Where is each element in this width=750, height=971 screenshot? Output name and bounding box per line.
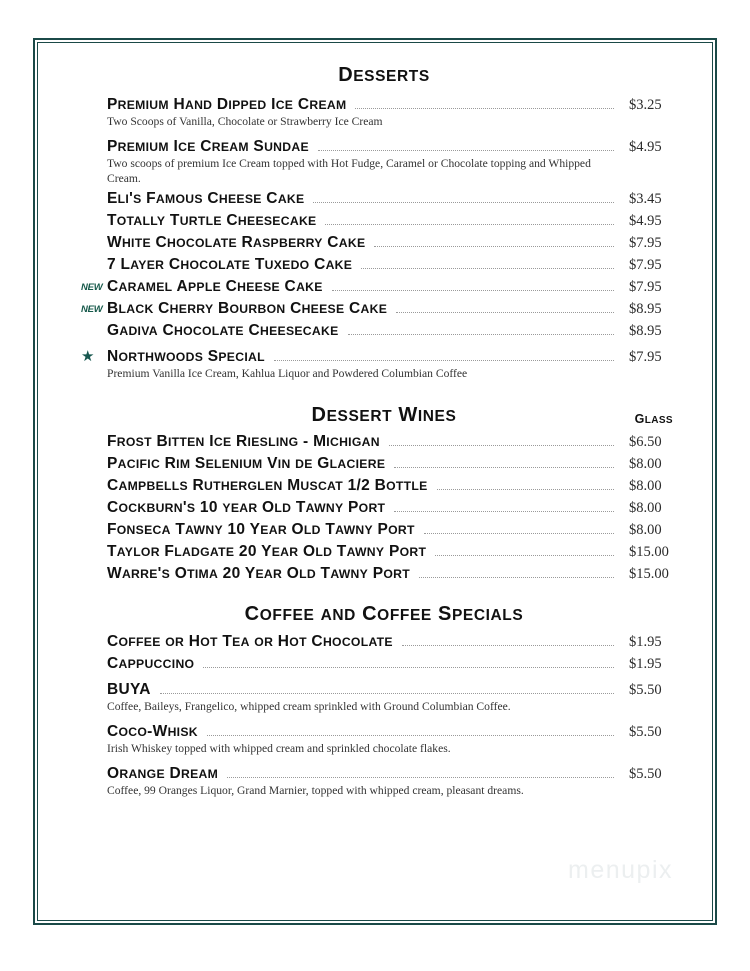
- menu-item-price: $1.95: [629, 634, 662, 651]
- menu-item[interactable]: [81, 565, 687, 583]
- section-title-text: DESSERTS: [338, 64, 430, 86]
- menu-item-price: $5.50: [629, 682, 662, 699]
- menu-item-price: $8.95: [629, 301, 662, 318]
- menu-item[interactable]: [81, 322, 687, 340]
- menu-item-name: CAMPBELLS RUTHERGLEN MUSCAT 1/2 BOTTLE: [107, 477, 428, 495]
- menu-item-name: GADIVA CHOCOLATE CHEESECAKE: [107, 322, 339, 340]
- menu-item[interactable]: [81, 234, 687, 252]
- menu-item-price: $7.95: [629, 235, 662, 252]
- menu-item-name: WHITE CHOCOLATE RASPBERRY CAKE: [107, 234, 366, 252]
- menu-item-name: FROST BITTEN ICE RIESLING - MICHIGAN: [107, 433, 380, 451]
- menu-item-description: Irish Whiskey topped with whipped cream and sprinkled chocolate flakes.: [107, 742, 451, 756]
- menu-content: [35, 40, 715, 923]
- dot-leader: [374, 245, 614, 247]
- menu-item[interactable]: [81, 655, 687, 673]
- menu-item-price: $3.25: [629, 97, 662, 113]
- menu-item-description: Two Scoops of Vanilla, Chocolate or Strawberry Ice Cream: [107, 115, 383, 128]
- menu-item-price: $7.95: [629, 349, 662, 366]
- dot-leader: [203, 666, 614, 668]
- menu-section-dessert-wines: [81, 404, 687, 583]
- menu-item-name: 7 LAYER CHOCOLATE TUXEDO CAKE: [107, 256, 353, 274]
- menu-item-name: TOTALLY TURTLE CHEESECAKE: [107, 212, 317, 230]
- menu-item[interactable]: [81, 300, 687, 318]
- menu-item[interactable]: [81, 681, 687, 699]
- menu-item-price: $1.95: [629, 656, 662, 673]
- menu-item-name: PREMIUM ICE CREAM SUNDAE: [107, 137, 309, 155]
- dot-leader: [318, 149, 614, 151]
- menu-item[interactable]: [81, 633, 687, 651]
- menu-item-name: NORTHWOODS SPECIAL: [107, 348, 265, 366]
- new-badge-icon: [81, 278, 107, 294]
- menu-item-description: Coffee, Baileys, Frangelico, whipped cream sprinkled with Ground Columbian Coffee.: [107, 700, 511, 714]
- menu-item[interactable]: [81, 96, 687, 114]
- menu-item-name: CARAMEL APPLE CHEESE CAKE: [107, 278, 323, 296]
- menu-item-name: ELI'S FAMOUS CHEESE CAKE: [107, 190, 305, 208]
- menu-item-description: Two scoops of premium Ice Cream topped with Hot Fudge, Caramel or Chocolate topping and Whipped Cream.: [107, 156, 591, 185]
- menu-item-price: $8.95: [629, 323, 662, 340]
- menu-item-price: $8.00: [629, 500, 662, 517]
- menu-item-name: BUYA: [107, 681, 151, 699]
- menu-item-price: $6.50: [629, 434, 662, 451]
- menu-item[interactable]: [81, 723, 687, 741]
- price-column-label: GLASS: [634, 412, 673, 427]
- menu-item[interactable]: [81, 455, 687, 473]
- menu-item-name: FONSECA TAWNY 10 YEAR OLD TAWNY PORT: [107, 521, 415, 539]
- menu-item-name: BLACK CHERRY BOURBON CHEESE CAKE: [107, 300, 388, 318]
- menu-item[interactable]: [81, 543, 687, 561]
- menu-item-name: COCKBURN'S 10 YEAR OLD TAWNY PORT: [107, 499, 386, 517]
- section-title-text: COFFEE AND COFFEE SPECIALS: [244, 603, 524, 626]
- menu-item-list: [81, 433, 687, 583]
- dot-leader: [325, 223, 614, 225]
- new-badge-label: NEW: [81, 282, 103, 294]
- menu-item-price: $4.95: [629, 138, 662, 155]
- menu-page-frame: [33, 38, 717, 925]
- new-badge-icon: [81, 300, 107, 316]
- dot-leader: [361, 267, 614, 269]
- menu-item-price: $5.50: [629, 724, 662, 741]
- dot-leader: [332, 289, 614, 291]
- menu-item-name: CAPPUCCINO: [107, 655, 195, 673]
- menu-item[interactable]: [81, 190, 687, 208]
- dot-leader: [160, 692, 614, 694]
- dot-leader: [207, 734, 614, 736]
- menu-item[interactable]: [81, 212, 687, 230]
- menu-item[interactable]: [81, 477, 687, 495]
- dot-leader: [424, 532, 614, 534]
- dot-leader: [274, 359, 614, 361]
- section-heading-desserts: [81, 64, 687, 87]
- menu-item-name: PREMIUM HAND DIPPED ICE CREAM: [107, 96, 347, 113]
- menu-item-name: WARRE'S OTIMA 20 YEAR OLD TAWNY PORT: [107, 565, 410, 583]
- menu-item-description: Coffee, 99 Oranges Liquor, Grand Marnier, topped with whipped cream, pleasant dreams.: [107, 783, 524, 797]
- new-badge-label: NEW: [81, 304, 103, 316]
- dot-leader: [419, 576, 614, 578]
- menu-item-name: COFFEE OR HOT TEA OR HOT CHOCOLATE: [107, 633, 393, 651]
- dot-leader: [402, 644, 614, 646]
- menu-section-coffee-and-coffee-specials: [81, 603, 687, 798]
- menu-item-name: COCO-WHISK: [107, 723, 198, 741]
- menu-item-price: $15.00: [629, 566, 669, 583]
- menu-item-list: [81, 633, 687, 798]
- dot-leader: [389, 444, 614, 446]
- menu-item[interactable]: [81, 499, 687, 517]
- dot-leader: [394, 466, 614, 468]
- menu-item[interactable]: [81, 765, 687, 783]
- dot-leader: [396, 311, 614, 313]
- menu-item-price: $7.95: [629, 279, 662, 296]
- dot-leader: [348, 333, 614, 335]
- section-title-text: DESSERT WINES: [311, 404, 457, 427]
- menu-item-price: $7.95: [629, 257, 662, 274]
- dot-leader: [227, 776, 614, 778]
- star-glyph: ★: [81, 348, 95, 366]
- menu-item[interactable]: [81, 433, 687, 451]
- section-heading-coffee-and-coffee-specials: [81, 603, 687, 626]
- dot-leader: [313, 201, 614, 203]
- menu-item[interactable]: [81, 256, 687, 274]
- dot-leader: [435, 554, 614, 556]
- dot-leader: [355, 107, 614, 109]
- dot-leader: [437, 488, 614, 490]
- star-icon: [81, 348, 107, 364]
- section-heading-dessert-wines: [81, 404, 687, 427]
- menu-item[interactable]: [81, 278, 687, 296]
- dot-leader: [394, 510, 614, 512]
- menu-item-price: $15.00: [629, 544, 669, 561]
- menupix-watermark: menupix: [568, 856, 673, 884]
- menu-item-price: $8.00: [629, 522, 662, 539]
- menu-item-price: $4.95: [629, 213, 662, 230]
- menu-item[interactable]: [81, 138, 687, 156]
- menu-item-price: $3.45: [629, 191, 662, 208]
- menu-item-list: [81, 96, 687, 382]
- menu-item[interactable]: [81, 521, 687, 539]
- menu-item-price: $5.50: [629, 765, 662, 782]
- menu-item-price: $8.00: [629, 456, 662, 473]
- menu-item[interactable]: [81, 348, 687, 366]
- menu-item-price: $8.00: [629, 478, 662, 495]
- menu-section-desserts: [81, 64, 687, 382]
- menu-item-name: ORANGE DREAM: [107, 764, 219, 782]
- menu-item-name: PACIFIC RIM SELENIUM VIN DE GLACIERE: [107, 455, 386, 473]
- menu-item-description: Premium Vanilla Ice Cream, Kahlua Liquor and Powdered Columbian Coffee: [107, 367, 468, 381]
- menu-item-name: TAYLOR FLADGATE 20 YEAR OLD TAWNY PORT: [107, 543, 427, 561]
